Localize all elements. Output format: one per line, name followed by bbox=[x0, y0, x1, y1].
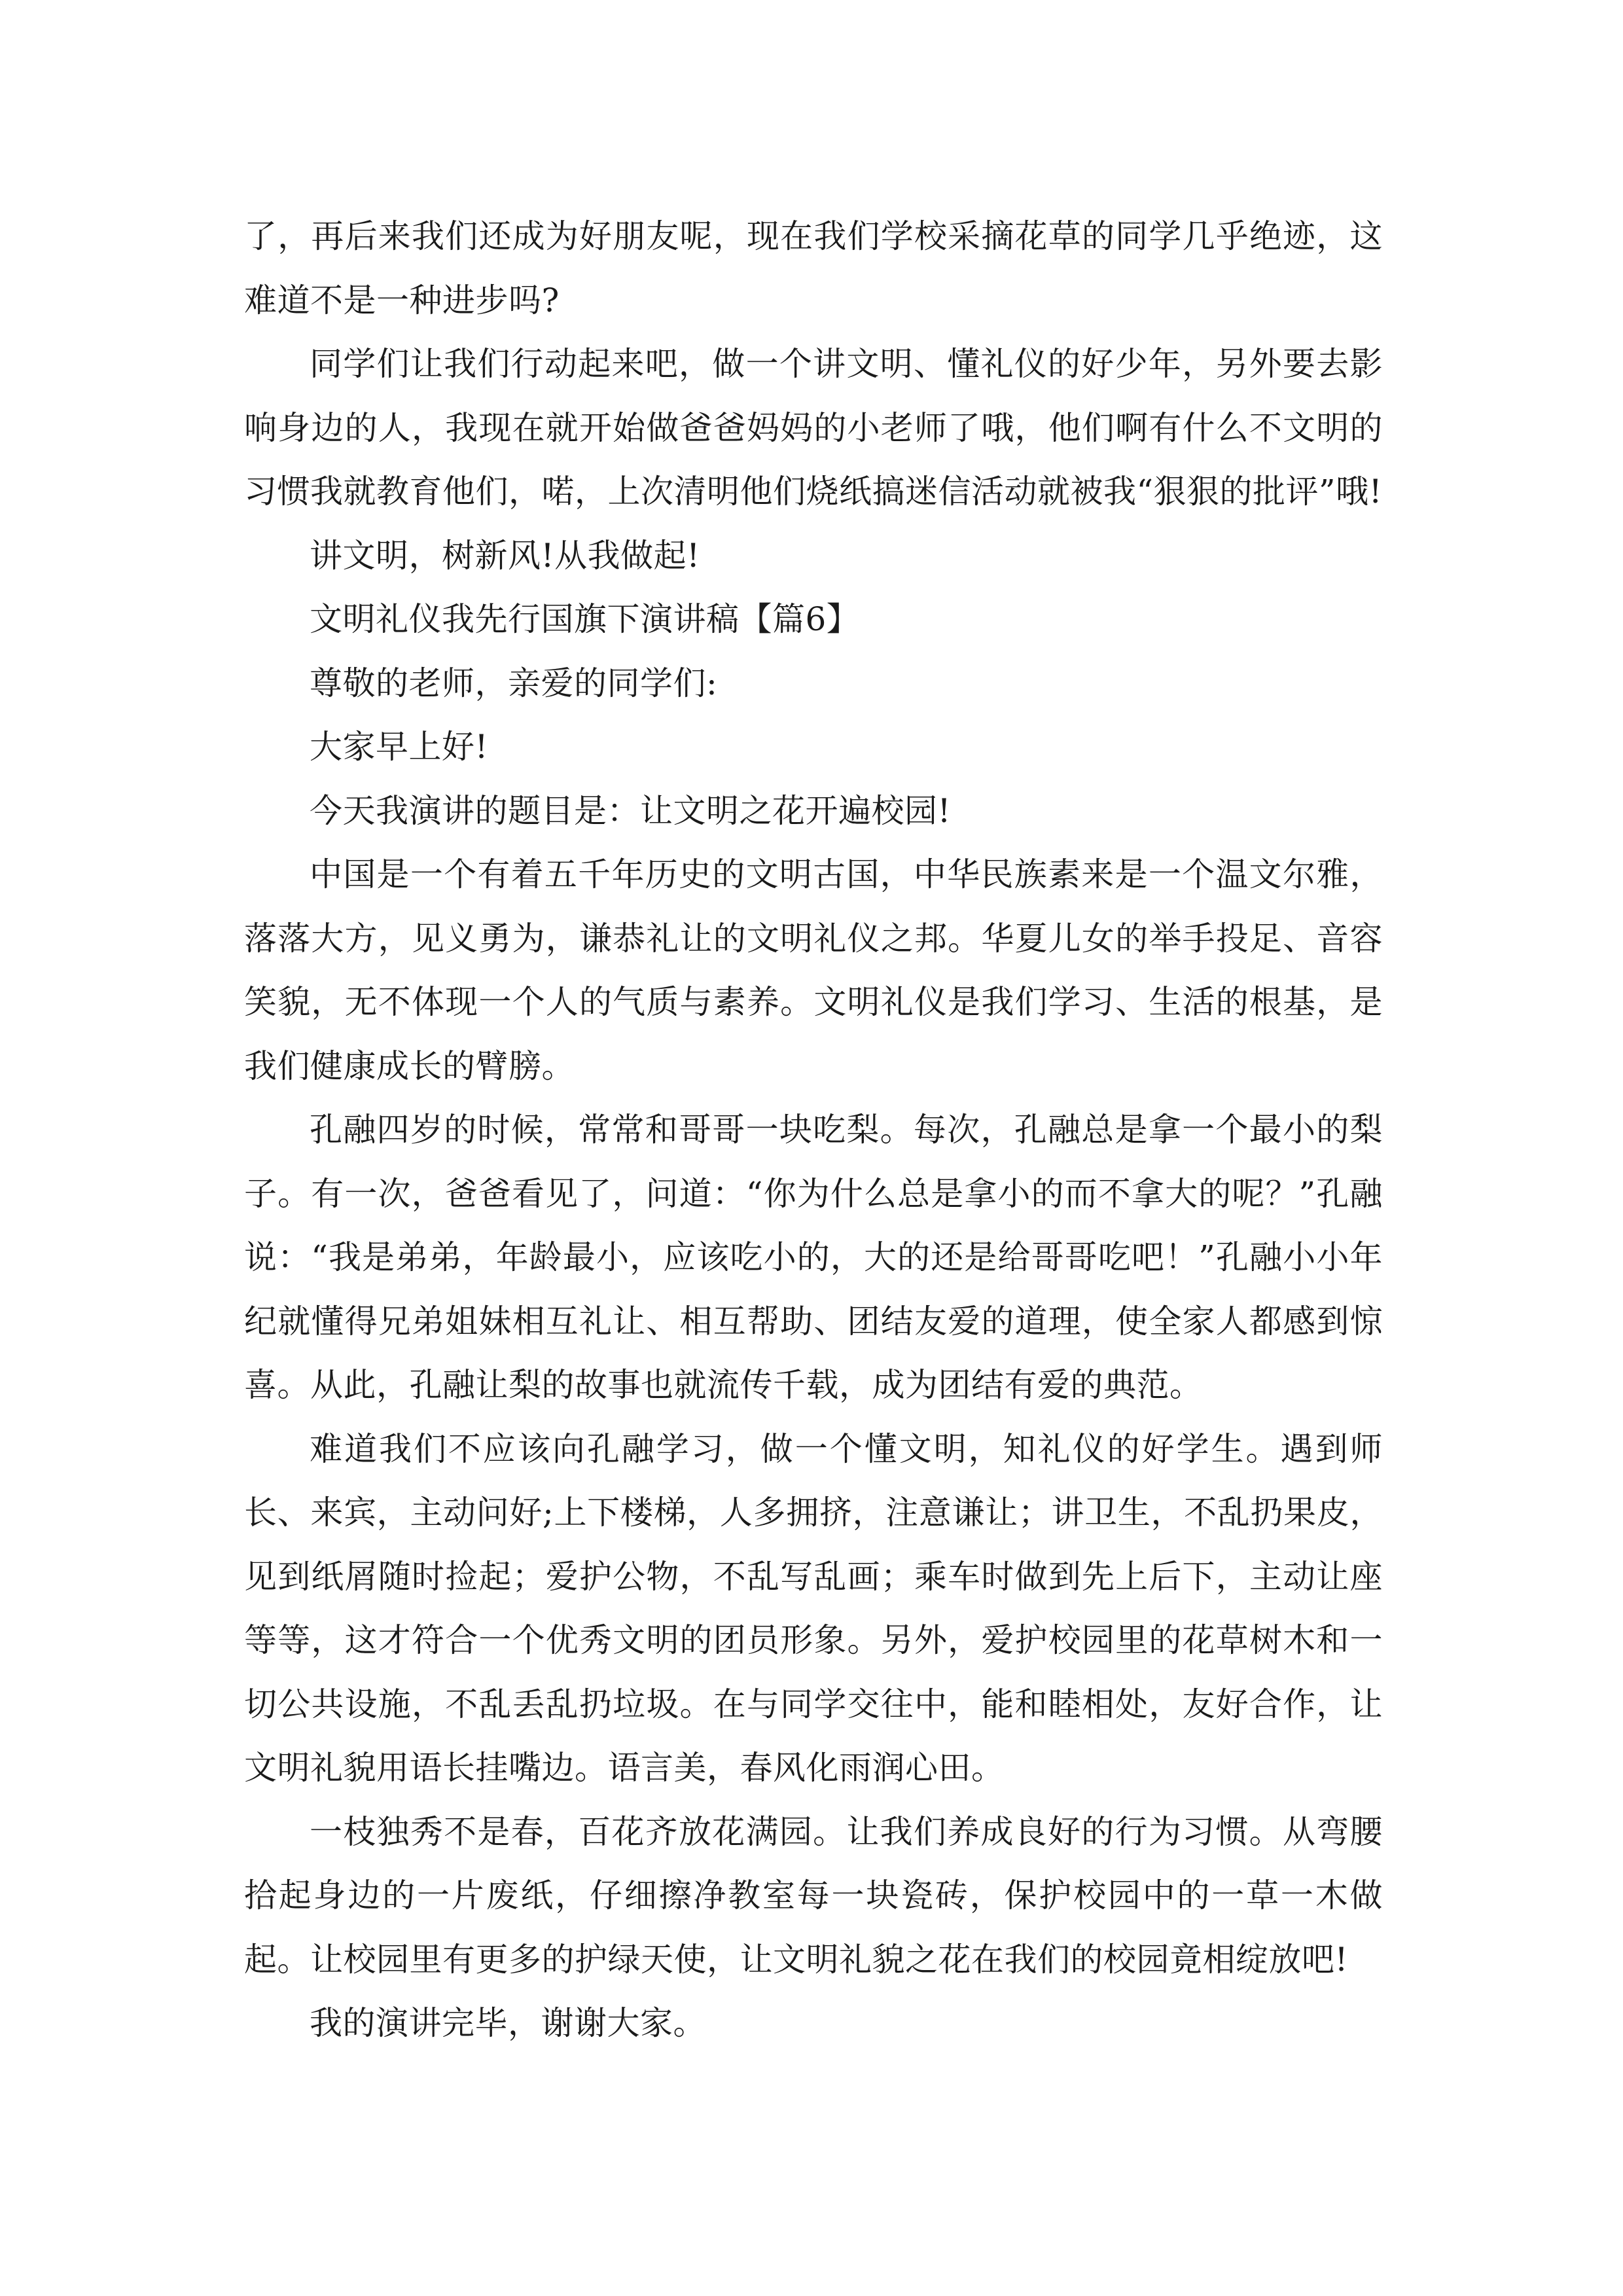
paragraph-1: 了，再后来我们还成为好朋友呢，现在我们学校采摘花草的同学几乎绝迹，这难道不是一种进步吗? bbox=[244, 217, 1383, 319]
salutation: 尊敬的老师，亲爱的同学们: bbox=[310, 664, 718, 702]
greeting: 大家早上好! bbox=[310, 728, 489, 766]
paragraph-3: 讲文明，树新风!从我做起! bbox=[310, 536, 700, 575]
section-heading: 文明礼仪我先行国旗下演讲稿【篇6】 bbox=[310, 600, 860, 638]
paragraph-9: 孔融四岁的时候，常常和哥哥一块吃梨。每次，孔融总是拿一个最小的梨子。有一次，爸爸看见了，问道：“你为什么总是拿小的而不拿大的呢？”孔融说：“我是弟弟，年龄最小，应该吃小的，大的还是给哥哥吃吧！”孔融小小年纪就懂得兄弟姐妹相互礼让、相互帮助、团结友爱的道理，使全家人都感到惊喜。从此，孔融让梨的故事也就流传千载，成为团结有爱的典范。 bbox=[244, 1111, 1383, 1404]
document-body bbox=[244, 205, 1383, 2056]
paragraph-8: 中国是一个有着五千年历史的文明古国，中华民族素来是一个温文尔雅，落落大方，见义勇为，谦恭礼让的文明礼仪之邦。华夏儿女的举手投足、音容笑貌，无不体现一个人的气质与素养。文明礼仪是我们学习、生活的根基，是我们健康成长的臂膀。 bbox=[244, 855, 1383, 1085]
paragraph-2: 同学们让我们行动起来吧，做一个讲文明、懂礼仪的好少年，另外要去影响身边的人，我现在就开始做爸爸妈妈的小老师了哦，他们啊有什么不文明的习惯我就教育他们，喏，上次清明他们烧纸搞迷信活动就被我“狠狠的批评”哦! bbox=[244, 345, 1383, 511]
closing-line: 我的演讲完毕，谢谢大家。 bbox=[310, 2004, 706, 2042]
speech-topic: 今天我演讲的题目是：让文明之花开遍校园! bbox=[310, 791, 952, 830]
paragraph-11: 一枝独秀不是春，百花齐放花满园。让我们养成良好的行为习惯。从弯腰拾起身边的一片废纸，仔细擦净教室每一块瓷砖，保护校园中的一草一木做起。让校园里有更多的护绿天使，让文明礼貌之花在我们的校园竟相绽放吧! bbox=[244, 1812, 1383, 1979]
paragraph-10: 难道我们不应该向孔融学习，做一个懂文明，知礼仪的好学生。遇到师长、来宾，主动问好;上下楼梯，人多拥挤，注意谦让；讲卫生，不乱扔果皮，见到纸屑随时捡起；爱护公物，不乱写乱画；乘车时做到先上后下，主动让座等等，这才符合一个优秀文明的团员形象。另外，爱护校园里的花草树木和一切公共设施，不乱丢乱扔垃圾。在与同学交往中，能和睦相处，友好合作，让文明礼貌用语长挂嘴边。语言美，春风化雨润心田。 bbox=[244, 1429, 1383, 1787]
